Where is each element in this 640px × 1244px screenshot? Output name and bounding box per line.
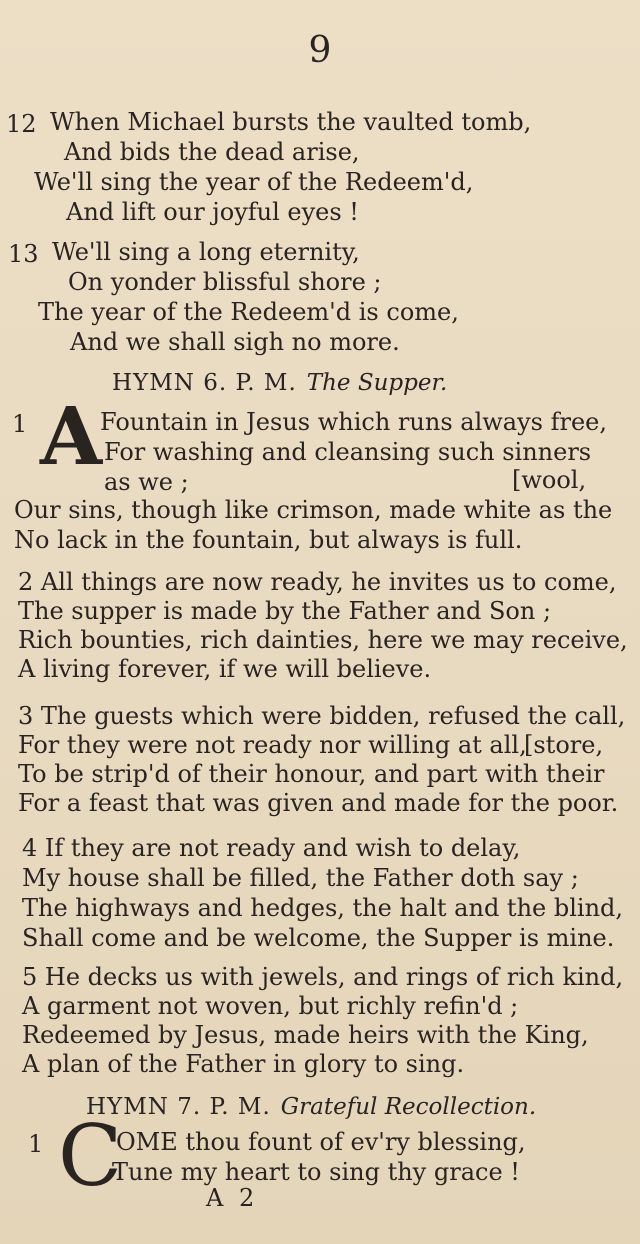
verse-line: as we ;: [104, 468, 189, 496]
verse-line: Tune my heart to sing thy grace !: [112, 1158, 520, 1186]
hymn-title: The Supper.: [306, 370, 448, 396]
verse-line: Our sins, though like crimson, made white as the: [14, 496, 613, 524]
verse-line: Shall come and be welcome, the Supper is mine.: [22, 924, 615, 952]
verse-line: Redeemed by Jesus, made heirs with the King,: [22, 1021, 589, 1049]
verse-line: On yonder blissful shore ;: [68, 268, 382, 296]
verse-line: 5 He decks us with jewels, and rings of rich kind,: [22, 963, 624, 991]
signature-mark: A 2: [206, 1184, 259, 1212]
verse-line: And bids the dead arise,: [64, 138, 360, 166]
verse-number: 1: [28, 1130, 44, 1158]
verse-line: OME thou fount of ev'ry blessing,: [116, 1128, 526, 1156]
verse-line: My house shall be filled, the Father doth say ;: [22, 864, 579, 892]
verse-line: 4 If they are not ready and wish to delay,: [22, 834, 521, 862]
verse-number: 12: [6, 110, 37, 138]
verse-line: When Michael bursts the vaulted tomb,: [50, 108, 532, 136]
hymn-label: HYMN 7. P. M.: [86, 1094, 271, 1120]
verse-line: Rich bounties, rich dainties, here we may receive,: [18, 626, 628, 654]
verse-line: To be strip'd of their honour, and part with their: [18, 760, 605, 788]
verse-line: No lack in the fountain, but always is full.: [14, 526, 523, 554]
verse-line: 2 All things are now ready, he invites us to come,: [18, 568, 617, 596]
verse-line: A garment not woven, but richly refin'd ;: [22, 992, 519, 1020]
drop-cap: A: [40, 389, 103, 483]
verse-line: [wool,: [512, 466, 587, 494]
verse-line: We'll sing the year of the Redeem'd,: [34, 168, 474, 196]
verse-line: A plan of the Father in glory to sing.: [22, 1050, 465, 1078]
hymn-title: Grateful Recollection.: [280, 1094, 537, 1120]
verse-line: For they were not ready nor willing at all,: [18, 731, 527, 759]
hymn-label: HYMN 6. P. M.: [112, 370, 297, 396]
verse-line: A living forever, if we will believe.: [18, 655, 432, 683]
hymn-heading: [112, 370, 447, 396]
verse-line: 3 The guests which were bidden, refused the call,: [18, 702, 626, 730]
verse-line: For a feast that was given and made for the poor.: [18, 789, 619, 817]
verse-number: 13: [8, 240, 39, 268]
verse-line: The supper is made by the Father and Son ;: [18, 597, 552, 625]
verse-line: We'll sing a long eternity,: [52, 238, 360, 266]
verse-line: For washing and cleansing such sinners: [104, 438, 592, 466]
verse-line: And we shall sigh no more.: [70, 328, 400, 356]
verse-line: The highways and hedges, the halt and the blind,: [22, 894, 624, 922]
verse-line: [store,: [524, 731, 604, 759]
verse-line: Fountain in Jesus which runs always free,: [100, 408, 607, 436]
verse-line: And lift our joyful eyes !: [66, 198, 359, 226]
drop-cap: C: [58, 1107, 123, 1205]
verse-number: 1: [12, 410, 28, 438]
page-number: 9: [308, 30, 332, 71]
verse-line: The year of the Redeem'd is come,: [38, 298, 459, 326]
hymn-heading: [86, 1094, 536, 1120]
